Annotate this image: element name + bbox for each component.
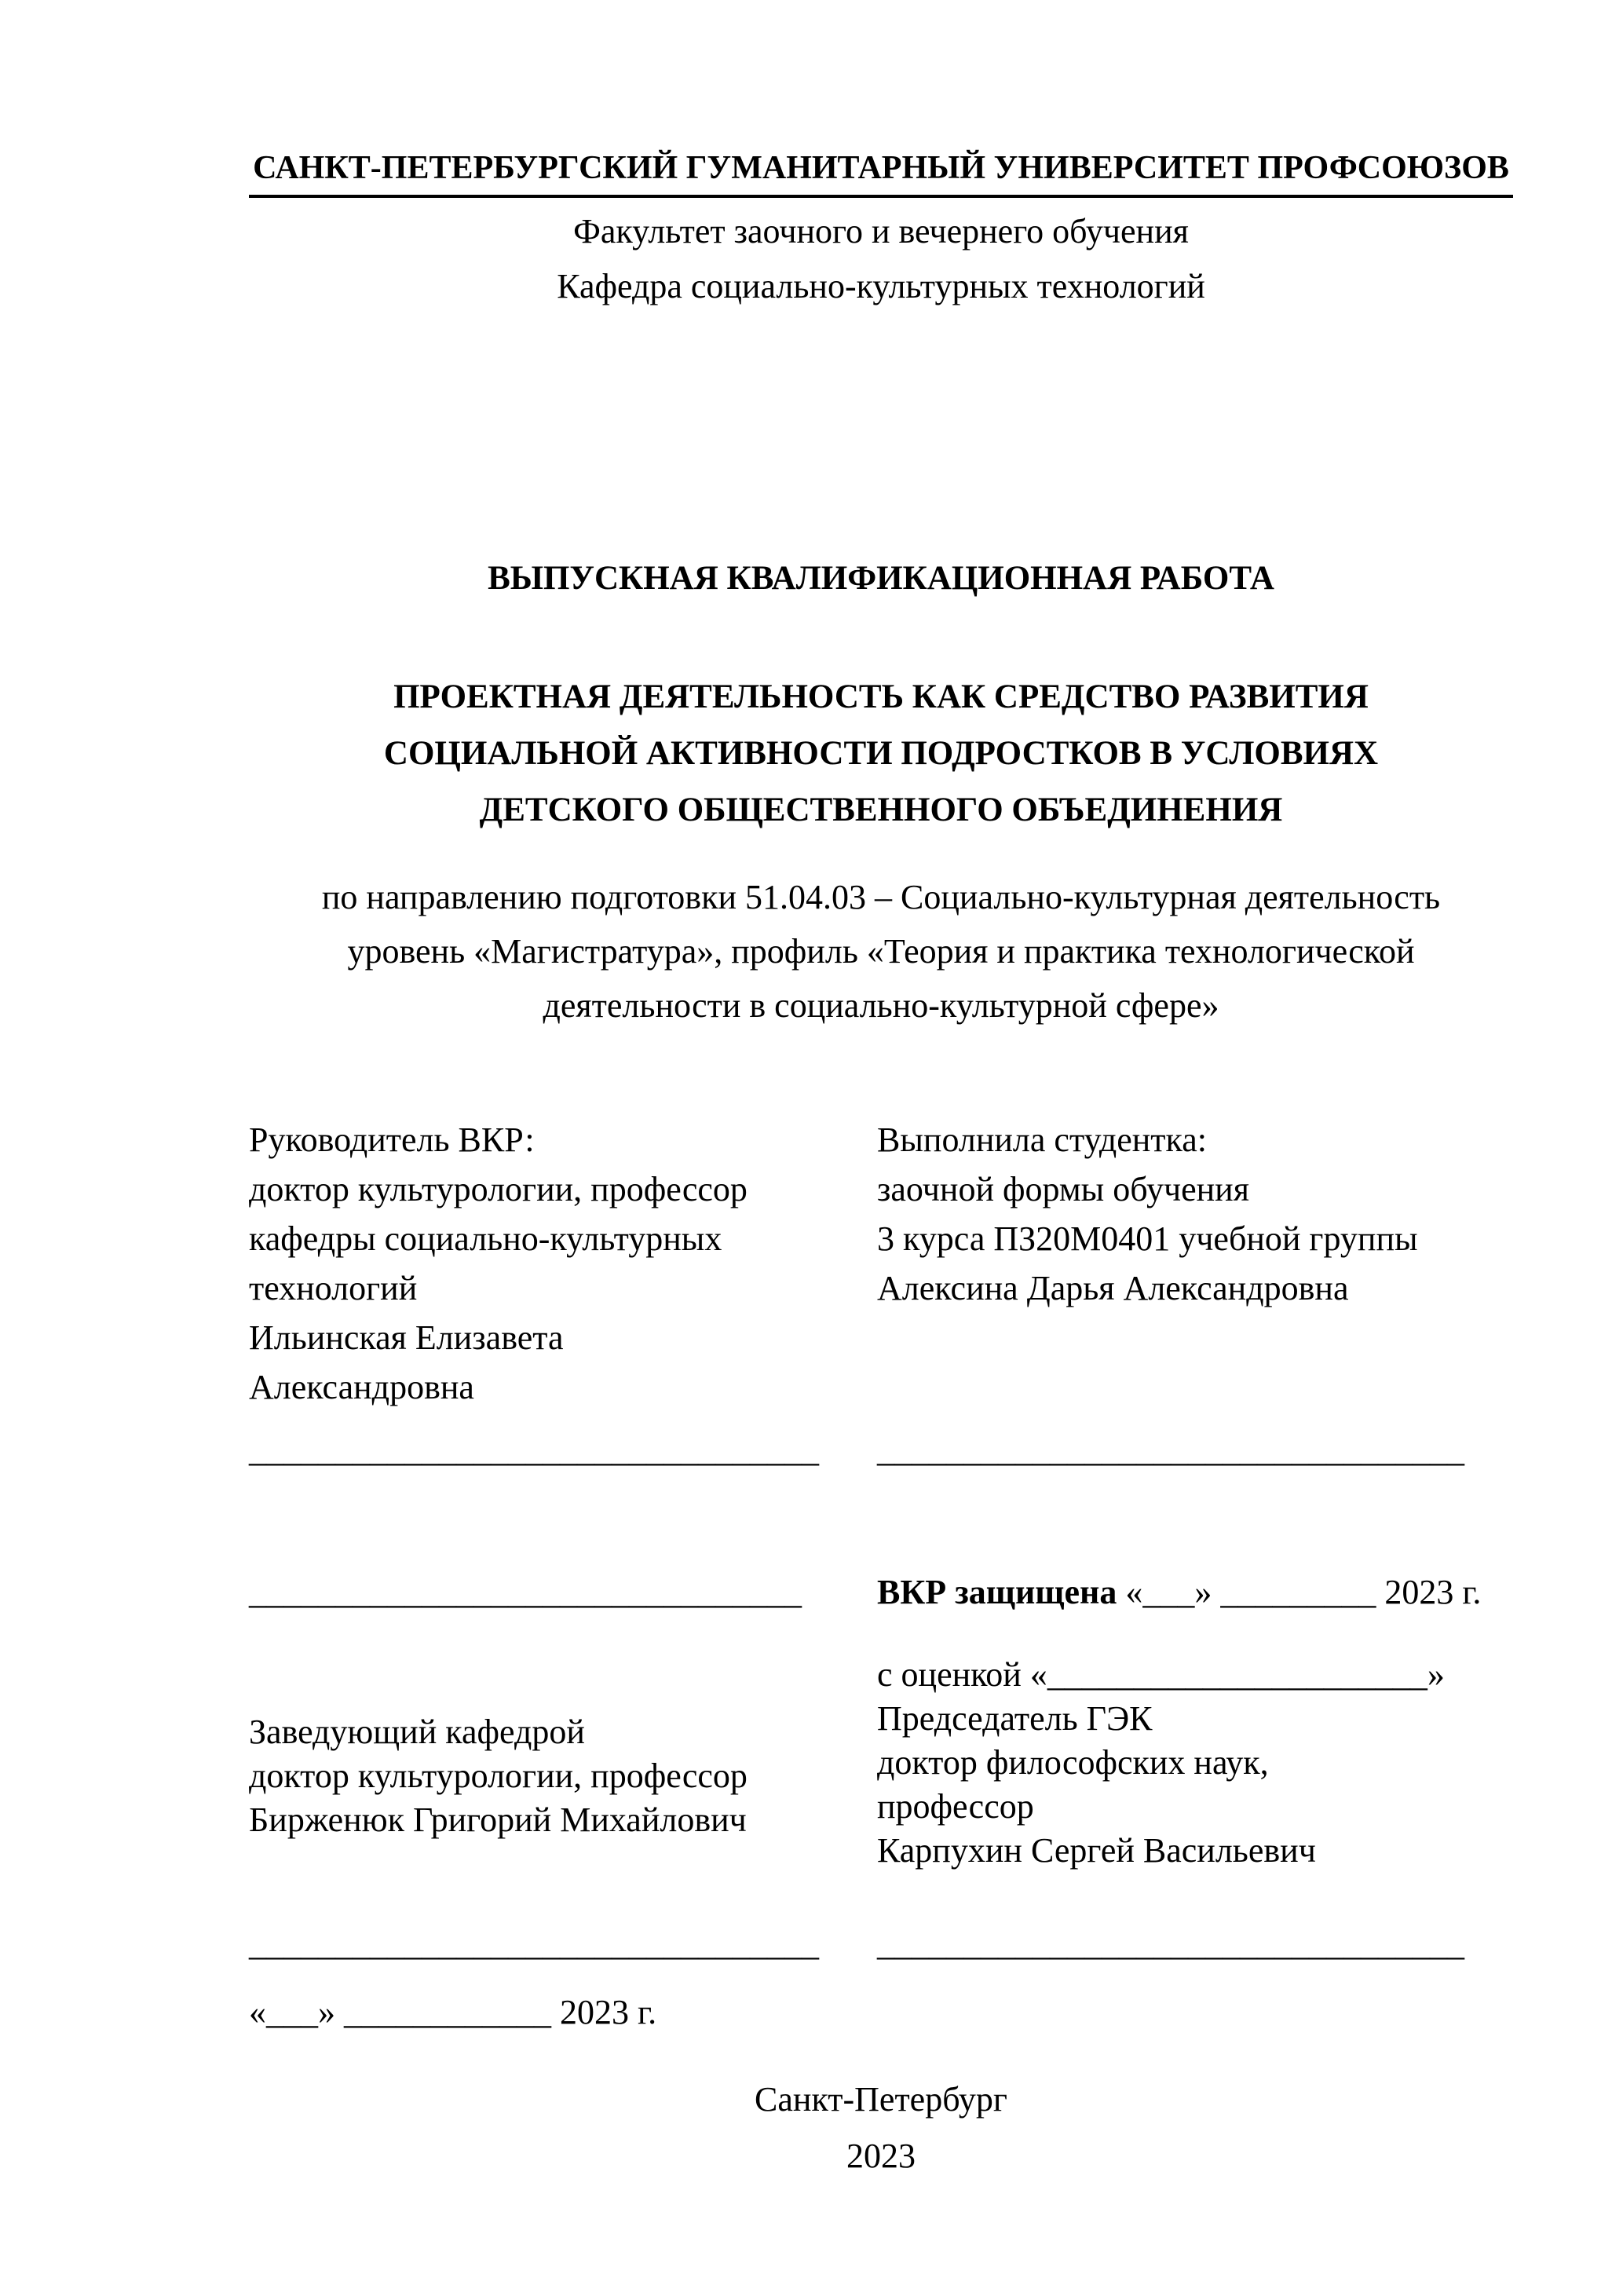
thesis-title-line-3: ДЕТСКОГО ОБЩЕСТВЕННОГО ОБЪЕДИНЕНИЯ: [479, 792, 1283, 828]
student-signature-line: __________________________________: [877, 1431, 1464, 1469]
faculty-name: Факультет заочного и вечернего обучения: [573, 212, 1189, 250]
thesis-title-line-1: ПРОЕКТНАЯ ДЕЯТЕЛЬНОСТЬ КАК СРЕДСТВО РАЗВИТИЯ: [393, 678, 1369, 715]
footer-city: Санкт-Петербург: [755, 2080, 1007, 2119]
defense-defended-label: ВКР защищена: [877, 1573, 1117, 1611]
supervisor-name-line-1: Ильинская Елизавета: [249, 1318, 564, 1357]
defense-defended-line: [877, 1570, 1513, 1614]
university-name: САНКТ-ПЕТЕРБУРГСКИЙ ГУМАНИТАРНЫЙ УНИВЕРСИТЕТ ПРОФСОЮЗОВ: [249, 149, 1513, 198]
program-line-2: уровень «Магистратура», профиль «Теория и практика технологической: [347, 932, 1415, 971]
program-block: [249, 870, 1513, 1033]
supervisor-degree-line-3: технологий: [249, 1269, 418, 1307]
page-header: [249, 149, 1513, 314]
supervisor-name-line-2: Александровна: [249, 1368, 474, 1406]
people-block: [249, 1115, 1513, 1472]
department-head-degree: доктор культурологии, профессор: [249, 1757, 748, 1795]
program-line-3: деятельности в социально-культурной сфере»: [543, 986, 1219, 1025]
work-type: ВЫПУСКНАЯ КВАЛИФИКАЦИОННАЯ РАБОТА: [488, 560, 1274, 597]
work-type-block: [249, 559, 1513, 598]
supervisor-column: [249, 1115, 861, 1472]
page-footer: [249, 2071, 1513, 2184]
defense-signature-line: __________________________________: [877, 1925, 1464, 1963]
thesis-title: [249, 669, 1513, 839]
department-head-name: Бирженюк Григорий Михайлович: [249, 1801, 747, 1839]
student-line-1: заочной формы обучения: [877, 1170, 1249, 1208]
footer-year: 2023: [846, 2137, 916, 2175]
program-line-1: по направлению подготовки 51.04.03 – Социально-культурная деятельность: [321, 878, 1441, 916]
supervisor-degree-line-2: кафедры социально-культурных: [249, 1219, 722, 1258]
defense-column: [877, 1570, 1513, 2042]
department-name: Кафедра социально-культурных технологий: [557, 267, 1205, 305]
department-head-position: Заведующий кафедрой: [249, 1713, 585, 1751]
thesis-title-line-2: СОЦИАЛЬНОЙ АКТИВНОСТИ ПОДРОСТКОВ В УСЛОВИЯХ: [383, 735, 1379, 772]
supervisor-degree-line-1: доктор культурологии, профессор: [249, 1170, 748, 1208]
approval-block: [249, 1570, 1513, 2042]
defense-chair-degree-2: профессор: [877, 1787, 1034, 1826]
student-column: [877, 1115, 1513, 1472]
defense-chair-position: Председатель ГЭК: [877, 1699, 1153, 1738]
department-head-signature-line: _________________________________: [249, 1925, 819, 1963]
student-line-2: 3 курса ПЗ20М0401 учебной группы: [877, 1219, 1418, 1258]
defense-grade-line: с оценкой «______________________»: [877, 1655, 1445, 1694]
supervisor-heading: Руководитель ВКР:: [249, 1121, 535, 1159]
department-head-date-line: «___» ____________ 2023 г.: [249, 1993, 657, 2031]
supervisor-signature-line: _________________________________: [249, 1431, 819, 1469]
defense-defended-date: «___» _________ 2023 г.: [1125, 1573, 1482, 1611]
defense-chair-degree-1: доктор философских наук,: [877, 1743, 1269, 1782]
department-head-signature-line-top: ________________________________: [249, 1573, 802, 1611]
student-heading: Выполнила студентка:: [877, 1121, 1207, 1159]
defense-chair-name: Карпухин Сергей Васильевич: [877, 1831, 1316, 1870]
department-head-column: [249, 1570, 861, 2042]
student-name: Алексина Дарья Александровна: [877, 1269, 1349, 1307]
